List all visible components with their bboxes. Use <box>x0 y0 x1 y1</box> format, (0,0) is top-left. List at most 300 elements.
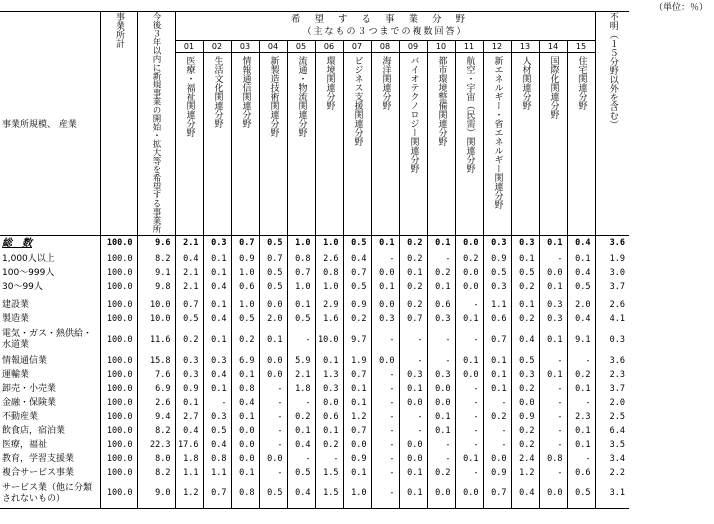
field-name: 情報通信関連分野 <box>240 55 251 128</box>
cell: 1.0 <box>231 266 259 280</box>
cell: - <box>483 438 511 452</box>
cell: 0.4 <box>567 312 595 326</box>
cell: 0.3 <box>539 312 567 326</box>
cell: 0.7 <box>343 368 371 382</box>
cell: - <box>427 354 455 368</box>
cell: - <box>399 424 427 438</box>
cell: 9.1 <box>137 266 175 280</box>
cell: 0.0 <box>427 396 455 410</box>
cell: 0.9 <box>231 252 259 266</box>
cell: 0.0 <box>539 480 567 508</box>
cell: 2.1 <box>175 280 203 294</box>
table-row <box>0 266 629 280</box>
row-label: 1,000人以上 <box>2 253 55 264</box>
cell: 11.6 <box>137 326 175 354</box>
field-header-01 <box>175 40 203 235</box>
cell: 2.6 <box>315 252 343 266</box>
cell: 0.0 <box>371 294 399 312</box>
cell: - <box>539 410 567 424</box>
cell: 3.4 <box>595 452 629 466</box>
field-code: 15 <box>568 41 595 53</box>
cell: 1.0 <box>343 480 371 508</box>
cell: 0.1 <box>427 410 455 424</box>
cell: - <box>259 424 287 438</box>
field-header-13 <box>511 40 539 235</box>
cell: 22.3 <box>137 438 175 452</box>
cell: 0.0 <box>483 452 511 466</box>
cell: 0.6 <box>567 466 595 480</box>
cell: 0.0 <box>427 382 455 396</box>
cell: 3.6 <box>595 354 629 368</box>
cell: 0.8 <box>203 452 231 466</box>
field-code: 07 <box>344 41 371 53</box>
cell: 0.3 <box>427 312 455 326</box>
row-label-header: 事業所規模、 産業 <box>0 12 100 236</box>
cell: 0.3 <box>483 235 511 252</box>
cell: 0.1 <box>511 294 539 312</box>
cell: - <box>567 396 595 410</box>
cell: 0.7 <box>343 266 371 280</box>
cell: 0.4 <box>175 424 203 438</box>
table-row <box>0 280 629 294</box>
cell: 0.1 <box>259 326 287 354</box>
cell: 2.3 <box>567 410 595 424</box>
cell: 100.0 <box>100 396 137 410</box>
cell: 0.8 <box>539 452 567 466</box>
cell: 0.5 <box>259 280 287 294</box>
cell: - <box>539 382 567 396</box>
cell: 0.1 <box>539 235 567 252</box>
row-label: 電気・ガス・熱供給・水道業 <box>2 329 93 350</box>
field-name: 国際化関連分野 <box>548 55 559 119</box>
cell: 3.1 <box>595 480 629 508</box>
unknown-header: 不明（１５分野以外を含む） <box>607 12 618 129</box>
table-row <box>0 466 629 480</box>
table-row <box>0 382 629 396</box>
cell: 0.2 <box>399 252 427 266</box>
row-label: 100～999人 <box>2 267 55 278</box>
cell: 2.3 <box>595 368 629 382</box>
cell: 0.6 <box>231 280 259 294</box>
row-label: 情報通信業 <box>2 355 48 366</box>
cell: 0.0 <box>231 438 259 452</box>
cell: 0.1 <box>511 252 539 266</box>
cell: 0.2 <box>315 438 343 452</box>
cell: 0.2 <box>483 410 511 424</box>
cell: 1.0 <box>231 294 259 312</box>
cell: - <box>287 326 315 354</box>
cell: 100.0 <box>100 266 137 280</box>
cell: 0.1 <box>455 312 483 326</box>
cell: 0.0 <box>455 235 483 252</box>
cell: 2.4 <box>511 452 539 466</box>
table-row <box>0 235 629 252</box>
cell: 1.2 <box>343 410 371 424</box>
field-header-09 <box>399 40 427 235</box>
cell: 0.0 <box>259 354 287 368</box>
cell: - <box>567 452 595 466</box>
cell: 5.9 <box>287 354 315 368</box>
cell: 2.1 <box>175 235 203 252</box>
cell: 100.0 <box>100 354 137 368</box>
cell: - <box>259 396 287 410</box>
cell: 8.2 <box>137 424 175 438</box>
cell: 0.0 <box>455 368 483 382</box>
cell: 0.3 <box>483 280 511 294</box>
cell: 0.9 <box>343 294 371 312</box>
field-header-15 <box>567 40 595 235</box>
cell: - <box>371 396 399 410</box>
cell: 0.0 <box>539 266 567 280</box>
cell: 0.1 <box>539 368 567 382</box>
cell: 2.0 <box>259 312 287 326</box>
cell: 1.0 <box>315 280 343 294</box>
cell: 100.0 <box>100 252 137 266</box>
cell: 0.4 <box>175 252 203 266</box>
field-code: 03 <box>232 41 259 53</box>
field-code: 08 <box>372 41 399 53</box>
cell: 0.0 <box>259 368 287 382</box>
cell: 100.0 <box>100 438 137 452</box>
cell: 0.2 <box>427 466 455 480</box>
cell: 0.5 <box>259 235 287 252</box>
cell: 0.3 <box>511 235 539 252</box>
cell: - <box>371 466 399 480</box>
cell: 0.3 <box>203 235 231 252</box>
cell: 0.1 <box>455 452 483 466</box>
row-label: 30～99人 <box>2 281 43 292</box>
cell: 0.4 <box>203 438 231 452</box>
table-row <box>0 480 629 508</box>
cell: 0.2 <box>567 368 595 382</box>
field-header-14 <box>539 40 567 235</box>
cell: - <box>539 438 567 452</box>
cell: 0.1 <box>315 354 343 368</box>
cell: 0.7 <box>231 235 259 252</box>
cell: 2.5 <box>595 410 629 424</box>
cell: 0.9 <box>483 252 511 266</box>
cell: 2.0 <box>595 396 629 410</box>
cell: 100.0 <box>100 294 137 312</box>
field-code: 05 <box>288 41 315 53</box>
cell: 10.0 <box>315 326 343 354</box>
cell: - <box>371 382 399 396</box>
cell: 0.3 <box>315 382 343 396</box>
cell: 0.1 <box>399 382 427 396</box>
cell: - <box>427 326 455 354</box>
field-header-04 <box>259 40 287 235</box>
cell: 1.6 <box>315 312 343 326</box>
field-code: 12 <box>484 41 511 53</box>
cell: 100.0 <box>100 382 137 396</box>
cell: - <box>455 294 483 312</box>
cell: 100.0 <box>100 466 137 480</box>
cell: 1.5 <box>315 480 343 508</box>
field-header-03 <box>231 40 259 235</box>
cell: 0.5 <box>567 480 595 508</box>
cell: 0.4 <box>511 480 539 508</box>
cell: 0.4 <box>203 312 231 326</box>
cell: 0.0 <box>455 266 483 280</box>
cell: 0.5 <box>483 266 511 280</box>
cell: 0.4 <box>567 266 595 280</box>
cell: 0.1 <box>483 354 511 368</box>
cell: - <box>203 396 231 410</box>
cell: 0.5 <box>259 266 287 280</box>
group-title: 希望する事業分野 <box>175 12 595 27</box>
cell: 9.0 <box>137 480 175 508</box>
cell: - <box>371 410 399 424</box>
field-code: 11 <box>456 41 483 53</box>
field-header-07 <box>343 40 371 235</box>
cell: - <box>371 452 399 466</box>
cell: - <box>371 326 399 354</box>
cell: 0.0 <box>371 266 399 280</box>
field-header-11 <box>455 40 483 235</box>
cell: 0.1 <box>343 382 371 396</box>
cell: 0.0 <box>455 480 483 508</box>
cell: 3.6 <box>595 235 629 252</box>
cell: 15.8 <box>137 354 175 368</box>
cell: 2.1 <box>175 266 203 280</box>
cell: - <box>539 396 567 410</box>
cell: 1.0 <box>287 280 315 294</box>
cell: 0.1 <box>455 354 483 368</box>
cell: - <box>371 480 399 508</box>
cell: - <box>455 438 483 452</box>
row-label: 金融・保険業 <box>2 397 57 408</box>
table-row <box>0 294 629 312</box>
row-label: 教育，学習支援業 <box>2 453 75 464</box>
cell: 0.5 <box>203 424 231 438</box>
cell: - <box>399 354 427 368</box>
cell: 3.7 <box>595 382 629 396</box>
cell: 0.4 <box>203 280 231 294</box>
cell: 17.6 <box>175 438 203 452</box>
cell: 100.0 <box>100 480 137 508</box>
cell: 1.8 <box>287 382 315 396</box>
field-name: 生活文化関連分野 <box>212 55 223 128</box>
cell: - <box>399 410 427 424</box>
cell: 1.1 <box>483 294 511 312</box>
field-name: 都市環境整備関連分野 <box>436 55 447 146</box>
cell: 1.2 <box>175 480 203 508</box>
field-code: 02 <box>204 41 231 53</box>
cell: 0.9 <box>483 466 511 480</box>
cell: 0.2 <box>511 382 539 396</box>
cell: 1.2 <box>511 466 539 480</box>
cell: - <box>455 424 483 438</box>
cell: 0.5 <box>259 480 287 508</box>
cell: 100.0 <box>100 424 137 438</box>
cell: 0.7 <box>259 252 287 266</box>
row-label: 総 数 <box>2 238 32 250</box>
cell: 0.2 <box>511 312 539 326</box>
cell: 1.9 <box>595 252 629 266</box>
cell: 0.1 <box>203 266 231 280</box>
cell: 0.1 <box>371 280 399 294</box>
cell: 0.1 <box>427 235 455 252</box>
cell: 0.1 <box>343 396 371 410</box>
cell: 0.4 <box>511 326 539 354</box>
cell: 6.9 <box>137 382 175 396</box>
cell: - <box>287 452 315 466</box>
cell: 9.8 <box>137 280 175 294</box>
cell: 0.1 <box>427 424 455 438</box>
cell: - <box>371 424 399 438</box>
row-label: 複合サービス事業 <box>2 467 75 478</box>
cell: 1.8 <box>175 452 203 466</box>
cell: 0.3 <box>203 410 231 424</box>
cell: 0.1 <box>427 280 455 294</box>
cell: 0.6 <box>483 312 511 326</box>
cell: - <box>259 466 287 480</box>
field-name: 新製造技術関連分野 <box>268 55 279 137</box>
field-header-06 <box>315 40 343 235</box>
cell: 3.5 <box>595 438 629 452</box>
cell: 0.5 <box>511 266 539 280</box>
cell: - <box>539 354 567 368</box>
cell: 2.1 <box>287 368 315 382</box>
cell: 100.0 <box>100 312 137 326</box>
cell: 0.1 <box>567 424 595 438</box>
data-table <box>0 11 629 509</box>
cell: 0.3 <box>511 368 539 382</box>
cell: 0.0 <box>231 424 259 438</box>
cell: 0.0 <box>399 438 427 452</box>
cell: 0.7 <box>203 480 231 508</box>
cell: 0.4 <box>203 368 231 382</box>
field-header-02 <box>203 40 231 235</box>
cell: 0.1 <box>175 396 203 410</box>
cell: 0.2 <box>399 294 427 312</box>
row-label: 医療，福祉 <box>2 439 48 450</box>
cell: 0.5 <box>343 280 371 294</box>
row-label: 建設業 <box>2 299 30 310</box>
cell: 0.1 <box>567 252 595 266</box>
cell: - <box>427 252 455 266</box>
cell: 0.1 <box>287 294 315 312</box>
cell: - <box>483 396 511 410</box>
cell: 0.2 <box>231 326 259 354</box>
cell: 9.1 <box>567 326 595 354</box>
table-row <box>0 368 629 382</box>
cell: 0.2 <box>511 280 539 294</box>
cell: 0.9 <box>511 410 539 424</box>
cell: 0.8 <box>315 266 343 280</box>
row-label: 飲食店，宿泊業 <box>2 425 66 436</box>
cell: 0.8 <box>231 382 259 396</box>
cell: 0.5 <box>287 466 315 480</box>
cell: 0.4 <box>567 235 595 252</box>
field-name: 環境関連分野 <box>324 55 335 110</box>
field-header-12 <box>483 40 511 235</box>
cell: - <box>455 396 483 410</box>
cell: - <box>371 252 399 266</box>
cell: 0.3 <box>539 294 567 312</box>
cell: 2.6 <box>595 294 629 312</box>
cell: 0.8 <box>287 252 315 266</box>
field-name: 航空・宇宙（民需）関連分野 <box>464 55 475 173</box>
cell: 0.0 <box>399 396 427 410</box>
cell: - <box>539 466 567 480</box>
cell: 0.2 <box>399 235 427 252</box>
cell: 0.0 <box>315 396 343 410</box>
cell: - <box>455 382 483 396</box>
unit-label: （単位：％） <box>653 3 708 13</box>
cell: 3.7 <box>595 280 629 294</box>
cell: 0.2 <box>511 438 539 452</box>
cell: 9.7 <box>343 326 371 354</box>
cell: 100.0 <box>100 235 137 252</box>
cell: - <box>539 424 567 438</box>
cell: 0.0 <box>343 438 371 452</box>
table-row <box>0 452 629 466</box>
cell: 0.0 <box>399 452 427 466</box>
table-row <box>0 354 629 368</box>
cell: 0.9 <box>343 452 371 466</box>
cell: 0.2 <box>427 266 455 280</box>
cell: 0.7 <box>287 266 315 280</box>
cell: 0.2 <box>175 326 203 354</box>
field-name: 新エネルギー・省エネルギー関連分野 <box>492 55 503 209</box>
cell: 0.1 <box>567 382 595 396</box>
table-row <box>0 252 629 266</box>
cell: 0.0 <box>259 452 287 466</box>
cell: 1.5 <box>315 466 343 480</box>
cell: 0.5 <box>287 312 315 326</box>
cell: 0.7 <box>343 424 371 438</box>
row-label: 卸売・小売業 <box>2 383 57 394</box>
cell: 0.8 <box>231 480 259 508</box>
table-row <box>0 396 629 410</box>
cell: 1.1 <box>203 466 231 480</box>
field-name: ビジネス支援関連分野 <box>352 55 363 146</box>
cell: 0.1 <box>203 294 231 312</box>
cell: 0.3 <box>595 326 629 354</box>
cell: 0.3 <box>371 312 399 326</box>
cell: - <box>371 438 399 452</box>
cell: 0.1 <box>343 466 371 480</box>
table-row <box>0 326 629 354</box>
cell: 0.1 <box>203 382 231 396</box>
cell: 0.6 <box>427 294 455 312</box>
cell: 0.0 <box>511 396 539 410</box>
field-code: 01 <box>176 41 203 53</box>
field-name: 住宅関連分野 <box>576 55 587 110</box>
cell: 8.0 <box>137 452 175 466</box>
cell: 0.1 <box>287 424 315 438</box>
cell: - <box>427 438 455 452</box>
cell: 4.1 <box>595 312 629 326</box>
cell: 0.0 <box>427 480 455 508</box>
cell: 100.0 <box>100 326 137 354</box>
cell: 0.1 <box>371 235 399 252</box>
table-row <box>0 312 629 326</box>
cell: 0.3 <box>175 368 203 382</box>
cell: 0.1 <box>399 266 427 280</box>
cell: - <box>539 252 567 266</box>
field-code: 10 <box>428 41 455 53</box>
cell: 2.9 <box>315 294 343 312</box>
cell: 0.1 <box>539 280 567 294</box>
cell: 9.6 <box>137 235 175 252</box>
cell: 0.1 <box>483 382 511 396</box>
cell: 100.0 <box>100 452 137 466</box>
cell: 0.2 <box>511 424 539 438</box>
cell: 2.7 <box>175 410 203 424</box>
cell: 0.4 <box>287 480 315 508</box>
